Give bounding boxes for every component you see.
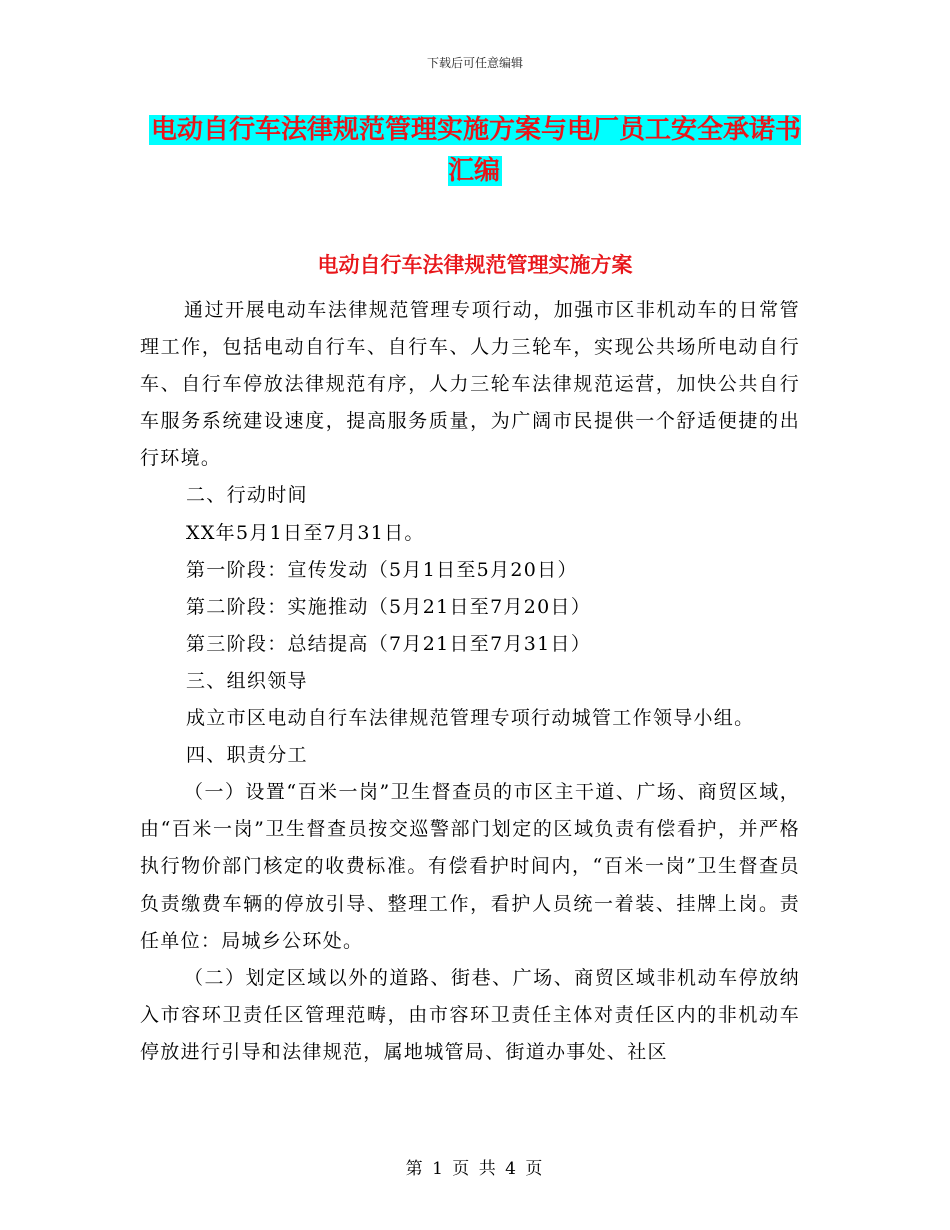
document-body	[140, 292, 800, 1071]
heading-organization: 三、组织领导	[186, 669, 308, 692]
phase-three: 第三阶段：总结提高（7月21日至7月31日）	[186, 632, 592, 655]
heading-action-time: 二、行动时间	[186, 484, 308, 507]
organization-text: 成立市区电动自行车法律规范管理专项行动城管工作领导小组。	[186, 707, 755, 730]
phase-two: 第二阶段：实施推动（5月21日至7月20日）	[186, 595, 592, 618]
time-range: XX年5月1日至7月31日。	[186, 521, 425, 544]
duty-two-paragraph: （二）划定区域以外的道路、街巷、广场、商贸区域非机动车停放纳入市容环卫责任区管理范畴，由市容环卫责任主体对责任区内的非机动车停放进行引导和法律规范，属地城管局、街道办事处、社区	[140, 966, 800, 1063]
duty-one-paragraph: （一）设置“百米一岗”卫生督查员的市区主干道、广场、商贸区域，由“百米一岗”卫生督查员按交巡警部门划定的区域负责有偿看护，并严格执行物价部门核定的收费标准。有偿看护时间内，“百米一岗”卫生督查员负责缴费车辆的停放引导、整理工作，看护人员统一着装、挂牌上岗。责任单位：局城乡公环处。	[140, 781, 800, 952]
section-title: 电动自行车法律规范管理实施方案	[317, 253, 633, 277]
header-note: 下载后可任意编辑	[426, 56, 523, 70]
document-title-text: 电动自行车法律规范管理实施方案与电厂员工安全承诺书汇编	[150, 115, 801, 186]
intro-paragraph: 通过开展电动车法律规范管理专项行动，加强市区非机动车的日常管理工作，包括电动自行车、自行车、人力三轮车，实现公共场所电动自行车、自行车停放法律规范有序，人力三轮车法律规范运营，加快公共自行车服务系统建设速度，提高服务质量，为广阔市民提供一个舒适便捷的出行环境。	[140, 299, 800, 470]
page-footer: 第 1 页 共 4 页	[405, 1159, 545, 1179]
heading-duties: 四、职责分工	[186, 744, 308, 767]
phase-one: 第一阶段：宣传发动（5月1日至5月20日）	[186, 558, 578, 581]
document-title	[140, 110, 810, 192]
